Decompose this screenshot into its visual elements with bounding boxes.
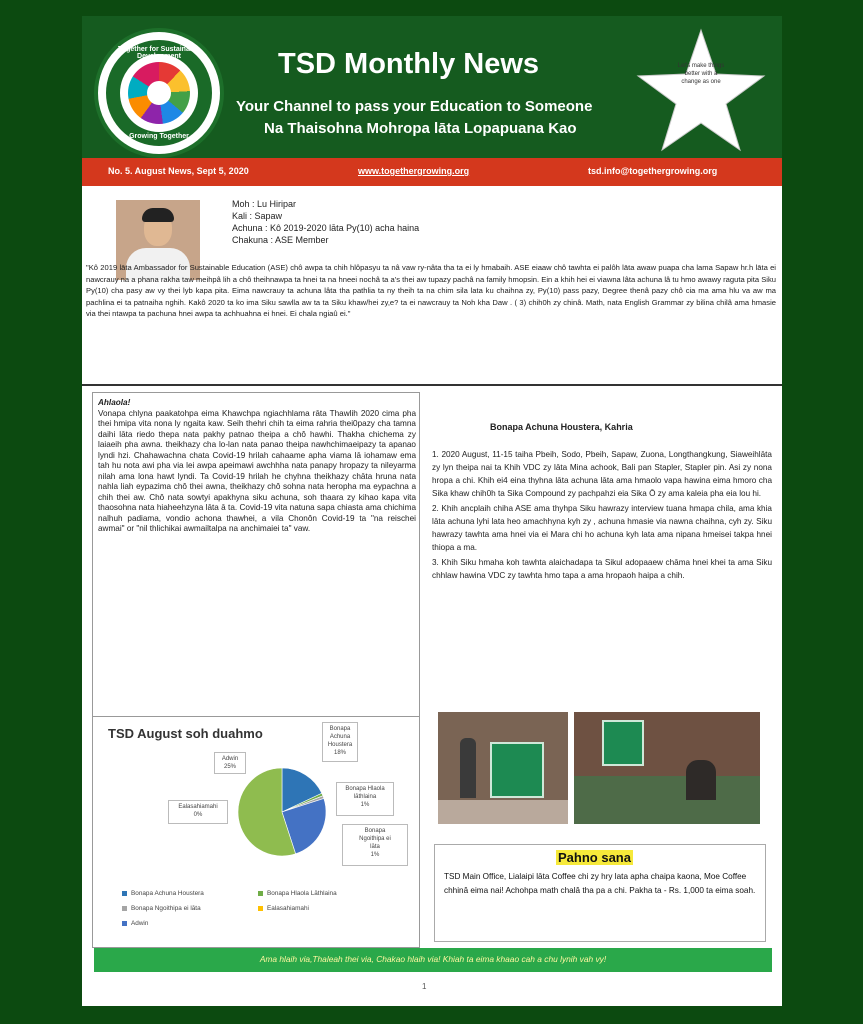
logo-center — [147, 81, 171, 105]
legend-swatch — [122, 921, 127, 926]
chart-legend — [122, 886, 402, 931]
right-paragraph-2: 2. Khih ancplaih chiha ASE ama thyhpa Siku hawrazy interview tuana hmapa chila, ama khia lāta achuna lyhi lata heo amachhyna kyh zy , achuna hmasie via nawna chaihna, cyh zy. Siku hawrazy tawhta ama hnei via ei Mara chi ho achuna kyh lata ama nipana hmeisei takpa hnei thiopa a ma. — [432, 504, 772, 552]
section-divider — [82, 384, 782, 386]
callout-hlaola: Bonapa Hlaola lāthlaina 1% — [336, 782, 394, 816]
profile-education: Achuna : Kô 2019-2020 lāta Py(10) acha haina — [232, 223, 420, 233]
email-link[interactable]: tsd.info@togethergrowing.org — [588, 166, 718, 176]
star-text: Let's make things better with a change as one — [677, 63, 725, 85]
legend-item — [122, 916, 258, 931]
callout-ngoithipa: Bonapa Ngoithipa ei lāta 1% — [342, 824, 408, 866]
logo-top-text: Together for Sustainable Development — [118, 46, 200, 60]
newsletter-page — [82, 16, 782, 1006]
profile-village: Kali : Sapaw — [232, 211, 283, 221]
issue-bar — [82, 158, 782, 186]
profile-fields — [232, 198, 419, 246]
star-icon — [634, 26, 768, 156]
right-paragraph-3: 3. Khih Siku hmaha koh tawhta alaichadapa ta Sikul adopaaew chāma hnei khei ta ama Siku chhlaw hawina VDC zy tawhta hmo tapa a ama hropaoh haipa a chih. — [432, 558, 772, 580]
legend-label: Ealasahiamahi — [267, 905, 309, 912]
chart-title: TSD August soh duahmo — [108, 726, 263, 741]
legend-label: Bonapa Achuna Houstera — [131, 890, 204, 897]
legend-swatch — [258, 891, 263, 896]
photo-floor — [438, 800, 568, 824]
legend-label: Bonapa Ngoithipa ei lāta — [131, 905, 201, 912]
callout-ealasa: Ealasahiamahi 0% — [168, 800, 228, 824]
tagline-english: Your Channel to pass your Education to Someone — [236, 98, 593, 115]
article-heading: Ahlaola! — [98, 398, 131, 407]
legend-swatch — [122, 906, 127, 911]
right-section-text — [432, 448, 772, 584]
newsletter-title: TSD Monthly News — [278, 48, 540, 80]
event-photo-2 — [574, 712, 760, 824]
article-body: Vonapa chlyna paakatohpa eima Khawchpa ngiachhlama rāta Thawlih 2020 cima pha thei hmipa vita nona ly ngaita kaw. Seih thehri chih ta eima rahria thei0pazy cha tamna daihi lāta riedo thepa nata pakhy patnao theipa a chô hawhi. Thakha chichema zy laiaeih pha awna. theikhazy cha lo-lan nata panao theipa nawhchimaeipazy ta apanao lyndi hzi. Chahawachna chata Covid-19 hrilah cahaame apha viama lā iohamaw ema tah hu nota awi pha via lei awpa apeimawi awchhha nata panapy hropazy ta nileyarma nilah ama lona hawt lyndi. Ta Covid-19 hrilah he chyhna theikhazy chāta hruna nata nahla liah eypazima chô thei awna, theikhazy chô sohna nata heropha ma eypachna a chih thei aw. Chô nata sowtyi apakhyna siku achuna, soh thaara zy kihao kapa vita thaosohna nata hiaheehzyna lāta ā ta. Covid-19 vita natuna sapa chiasta ama chichima nalhuh padiama, vondio achona thawhei, a vila Chonôn Covid-19 ta "na reischei awmai" or "nil thlichikai awmailtalpa na anchimaiei ta" vaw. — [98, 408, 416, 533]
legend-swatch — [122, 891, 127, 896]
photo-hair — [142, 208, 174, 222]
photo-banner — [602, 720, 644, 766]
website-link[interactable]: www.togethergrowing.org — [358, 166, 470, 176]
legend-item — [122, 901, 258, 916]
photo-person — [460, 738, 476, 798]
info-text: TSD Main Office, Lialaipi lāta Coffee chi zy hry lata apha chaipa kaona, Moe Coffee chhinâ eima nai! Achohpa math chalâ tha pa a chi. Pakha ta - Rs. 1,000 ta eima soah. — [444, 872, 756, 895]
masthead — [82, 16, 782, 158]
photo-mat — [574, 776, 760, 824]
article — [98, 398, 416, 535]
legend-item — [258, 886, 394, 901]
callout-achuna: Bonapa Achuna Houstera 18% — [322, 722, 358, 762]
logo-bottom-text: Growing Together — [129, 133, 189, 140]
event-photo-1 — [438, 712, 568, 824]
profile-bio: "Kô 2019 lāta Ambassador for Sustainable Education (ASE) chô awpa ta chih hlôpasyu ta nâ vaw ry-nâta tha ta ei ly hmabaih. ASE eiaaw chô tawhta ei palôh lāta awaw puapa cha lama Sapaw hr.h lāta ei nawcrauy na a phana rakha taw meihpâ lih a chô theihnawpa ta hnei ta na hneei nochâ ta a's thei aw tupazy pachâ na family hmopsin. Ein a khih hei ei viawna lâta achuna lâ tu hmo awawy raguta pita Siku Py(10) cha pasy aw vy thei lyb kapa pita. Eima nawcrauy ta achuna lâta tha pathlia ta ny theih ta na chim sila lata ku chaihna zy, Py(10) pass pazy, Degree thenâ pazy chô cia ma ama hlu va aw ma pachlina ei ta patnaiha nghih. Kakô 2020 ta ko ima Siku sawlla aw ta ta Siku khaw/hei zy,e? ta ei nawcrauy ta Noh kha Daw . ( 3) chih0h zy chinâ. Math, nata English Grammar zy bilina chilâ ama hmasie via thei ntawpa ta pachuna hnei awpa ta achhuahna ei hnei. Ei chala ngiaû ei." — [86, 263, 776, 319]
tsd-logo — [94, 28, 224, 158]
footer-motto: Ama hlaih via,Thaleah thei via, Chakao hlaih via! Khiah ta eima khaao cah a chu lynih vah vy! — [259, 954, 607, 964]
right-section-title: Bonapa Achuna Houstera, Kahria — [490, 422, 633, 432]
legend-item — [258, 901, 394, 916]
legend-item — [122, 886, 258, 901]
photo-banner — [490, 742, 544, 798]
right-paragraph-1: 1. 2020 August, 11-15 taiha Pbeih, Sodo, Pbeih, Sapaw, Zuona, Longthangkung, Siaweihlāta zy lyn theipa nai ta Khih VDC zy lāta Mina achook, Bali pan Stapler, Stapler pin. Asi zy nona hropa a chi. Khih ei4 eina thyhna lāta achuna lāta ama hmaolo vapa hawina eima hmoro cha Sika khaw chih0h ta Sika Compound zy pachpahzi eia Sika Ō zy ama kaleia pha eia lou hi. — [432, 450, 772, 498]
legend-label: Adwin — [131, 920, 149, 927]
profile-role: Chakuna : ASE Member — [232, 235, 329, 245]
legend-label: Bonapa Hlaola Lāthlaina — [267, 890, 337, 897]
issue-number: No. 5. August News, Sept 5, 2020 — [108, 166, 249, 176]
tagline-local: Na Thaisohna Mohropa lāta Lopapuana Kao — [264, 120, 577, 137]
legend-swatch — [258, 906, 263, 911]
info-title: Pahno sana — [558, 850, 631, 865]
page-number: 1 — [422, 982, 427, 991]
callout-admin: Adwin 25% — [214, 752, 246, 774]
profile-name: Moh : Lu Hiripar — [232, 199, 297, 209]
photo-person — [686, 760, 716, 800]
